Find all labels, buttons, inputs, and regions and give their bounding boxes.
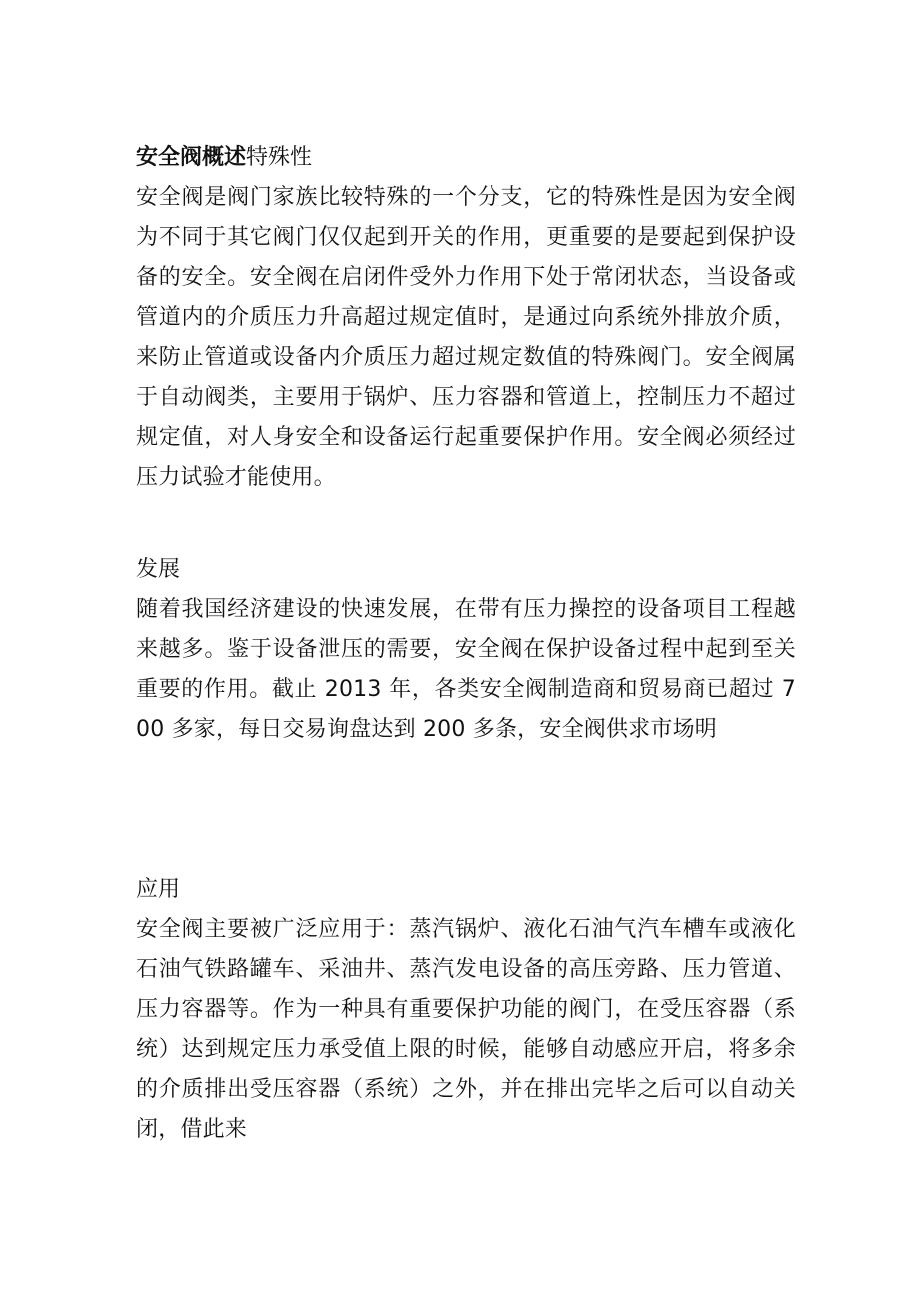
- spacer: [136, 498, 796, 550]
- paragraph-development: 随着我国经济建设的快速发展，在带有压力操控的设备项目工程越来越多。鉴于设备泄压的需要，安全阀在保护设备过程中起到至关重要的作用。截止 2013 年，各类安全阀制造商和贸易商已超过 700 多家，每日交易询盘达到 200 多条，安全阀供求市场明: [136, 597, 796, 742]
- section-title-application: 应用: [136, 877, 181, 902]
- section-title-development: 发展: [136, 557, 181, 582]
- section-title-overview: [136, 138, 796, 178]
- section-overview: [136, 138, 796, 498]
- section-application: [136, 870, 796, 1150]
- spacer: [136, 750, 796, 870]
- title-bold: 安全阀概述: [136, 145, 247, 170]
- paragraph-overview: 安全阀是阀门家族比较特殊的一个分支，它的特殊性是因为安全阀为不同于其它阀门仅仅起到开关的作用，更重要的是要起到保护设备的安全。安全阀在启闭件受外力作用下处于常闭状态，当设备或管道内的介质压力升高超过规定值时，是通过向系统外排放介质，来防止管道或设备内介质压力超过规定数值的特殊阀门。安全阀属于自动阀类，主要用于锅炉、压力容器和管道上，控制压力不超过规定值，对人身安全和设备运行起重要保护作用。安全阀必须经过压力试验才能使用。: [136, 185, 796, 490]
- paragraph-application: 安全阀主要被广泛应用于：蒸汽锅炉、液化石油气汽车槽车或液化石油气铁路罐车、采油井、蒸汽发电设备的高压旁路、压力管道、压力容器等。作为一种具有重要保护功能的阀门，在受压容器（系统）达到规定压力承受值上限的时候，能够自动感应开启，将多余的介质排出受压容器（系统）之外，并在排出完毕之后可以自动关闭，借此来: [136, 917, 796, 1142]
- document-page: [136, 138, 796, 1150]
- title-rest: 特殊性: [246, 145, 313, 170]
- section-development: [136, 550, 796, 750]
